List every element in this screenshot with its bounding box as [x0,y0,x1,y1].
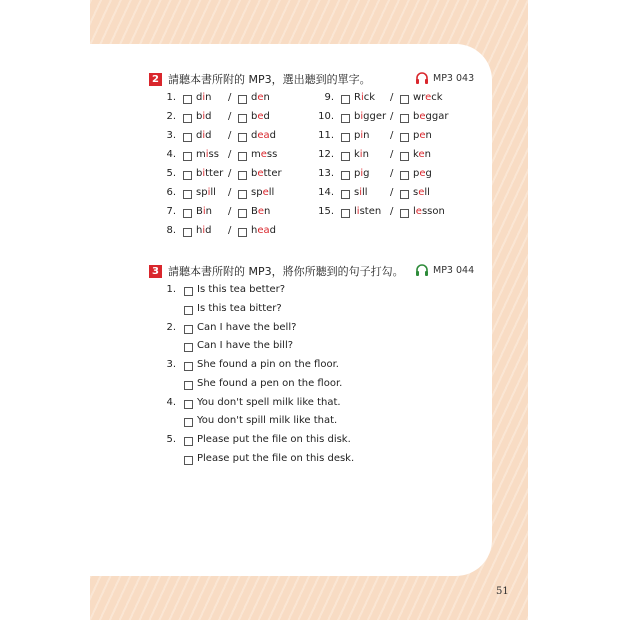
sentence-option: Please put the file on this desk. [197,452,355,464]
option-b-checkbox[interactable] [400,133,409,142]
word-part: s [354,187,360,198]
option-b-word [413,168,432,179]
option-a-word [196,187,216,198]
option-b-checkbox[interactable] [400,190,409,199]
vowel-highlight: e [257,111,264,122]
sentence-option: Can I have the bill? [197,340,294,351]
section-3-badge: 3 [149,265,162,278]
item-number: 1. [166,284,176,295]
option-b-checkbox[interactable] [400,152,409,161]
item-number: 5. [166,434,176,445]
word-part: d [205,111,212,122]
word-part: ck [431,92,443,103]
word-part: n [425,130,432,141]
option-b-word [413,111,448,122]
option-a-word [196,206,212,217]
word-part: m [251,149,261,160]
word-part: n [205,92,212,103]
option-b-checkbox[interactable] [400,114,409,123]
item-number: 13. [318,168,334,179]
vowel-highlight: i [360,92,364,103]
item-number: 4. [166,149,176,160]
vowel-highlight: i [356,206,360,217]
word-part: b [196,168,203,179]
item-number: 11. [318,130,334,141]
option-a-checkbox[interactable] [341,133,350,142]
word-part: p [354,168,361,179]
section-2-badge: 2 [149,73,162,86]
sentence-option: You don't spell milk like that. [197,396,341,408]
section-2-audio[interactable] [415,72,474,85]
word-part: tter [205,168,224,179]
vowel-highlight: i [202,206,206,217]
item-number: 8. [166,225,176,236]
word-part: n [362,149,369,160]
vowel-highlight: e [415,206,422,217]
vowel-highlight: i [202,111,206,122]
word-part: d [269,225,276,236]
sentence-option: She found a pin on the floor. [197,359,339,370]
sentence-checkbox[interactable] [184,437,193,446]
option-a-checkbox[interactable] [341,152,350,161]
word-part: ck [363,92,376,103]
vowel-highlight: i [359,149,363,160]
option-b-word [251,168,282,179]
separator: / [390,168,394,179]
sentence-checkbox[interactable] [184,362,193,371]
item-number: 14. [318,187,334,198]
option-a-checkbox[interactable] [183,114,192,123]
separator: / [228,225,232,236]
vowel-highlight: i [360,130,364,141]
option-b-word [251,187,274,198]
word-part: ll [362,187,368,198]
word-part: R [354,92,361,103]
word-part: tter [263,168,282,179]
separator: / [228,168,232,179]
option-a-word [196,168,223,179]
word-part: l [413,206,416,217]
word-part: n [424,149,431,160]
vowel-highlight: ea [257,225,270,236]
option-b-checkbox[interactable] [238,133,247,142]
separator: / [390,149,394,160]
word-part: g [363,168,370,179]
separator: / [390,206,394,217]
section-2-audio-label: MP3 043 [433,73,475,84]
word-part: ll [210,187,216,198]
vowel-highlight: i [360,168,364,179]
word-part: m [196,149,206,160]
word-part: p [354,130,361,141]
sentence-option: You don't spill milk like that. [197,415,338,426]
word-part: p [413,130,420,141]
option-b-word [413,206,445,217]
headphones-icon [415,264,429,277]
section-2-instruction: 請聽本書所附的 MP3，選出聽到的單字。 [168,73,371,86]
option-a-word [354,168,370,179]
vowel-highlight: i [205,149,209,160]
word-part: n [263,92,270,103]
option-b-checkbox[interactable] [238,152,247,161]
option-a-checkbox[interactable] [341,114,350,123]
item-number: 15. [318,206,334,217]
option-a-word [196,130,212,141]
option-b-checkbox[interactable] [238,114,247,123]
word-part: d [263,111,270,122]
sentence-checkbox[interactable] [184,400,193,409]
sentence-option: Please put the file on this disk. [197,434,351,445]
item-number: 2. [166,321,176,333]
vowel-highlight: e [257,92,264,103]
option-b-checkbox[interactable] [238,95,247,104]
option-a-word [354,206,381,217]
option-a-checkbox[interactable] [183,171,192,180]
option-b-checkbox[interactable] [400,209,409,218]
word-part: d [205,130,212,141]
option-a-checkbox[interactable] [183,228,192,237]
option-a-word [354,187,368,198]
separator: / [228,111,232,122]
vowel-highlight: e [262,187,269,198]
option-a-checkbox[interactable] [183,133,192,142]
separator: / [228,149,232,160]
separator: / [390,187,394,198]
vowel-highlight: e [419,168,426,179]
section-2-header [149,71,371,87]
word-part: d [251,92,258,103]
separator: / [390,92,394,103]
item-number: 5. [166,168,176,179]
option-a-word [196,149,219,160]
vowel-highlight: e [419,111,426,122]
word-part: d [196,92,203,103]
section-3-instruction: 請聽本書所附的 MP3，將你所聽到的句子打勾。 [168,265,404,278]
option-b-word [413,130,432,141]
option-b-checkbox[interactable] [238,228,247,237]
option-a-word [354,130,369,141]
option-b-word [251,92,270,103]
vowel-highlight: e [257,206,265,217]
option-b-checkbox[interactable] [238,209,247,218]
vowel-highlight: i [207,187,211,198]
word-part: b [413,111,420,122]
section-3-audio-label: MP3 044 [433,265,475,276]
sentence-option: Is this tea better? [197,284,286,295]
word-part: B [251,206,258,217]
item-number: 1. [166,92,176,103]
word-part: d [269,130,276,141]
vowel-highlight: e [260,149,267,160]
word-part: p [413,168,420,179]
option-b-word [413,149,431,160]
sentence-checkbox[interactable] [184,418,193,427]
option-b-checkbox[interactable] [400,171,409,180]
option-b-checkbox[interactable] [400,95,409,104]
vowel-highlight: ea [257,130,270,141]
word-part: h [251,225,258,236]
word-part: sson [421,206,445,217]
item-number: 6. [166,187,176,198]
option-b-word [251,225,276,236]
option-b-word [251,149,277,160]
item-number: 2. [166,111,176,122]
vowel-highlight: i [202,130,206,141]
option-a-word [196,225,211,236]
word-part: b [251,168,258,179]
option-b-checkbox[interactable] [238,171,247,180]
word-part: d [251,130,258,141]
word-part: ll [424,187,430,198]
word-part: gger [363,111,387,122]
option-a-word [354,149,369,160]
sentence-checkbox[interactable] [184,343,193,352]
separator: / [228,92,232,103]
option-a-word [354,92,375,103]
item-number: 4. [166,396,176,408]
item-number: 3. [166,359,176,370]
item-number: 12. [318,149,334,160]
option-b-word [413,92,443,103]
separator: / [228,187,232,198]
separator: / [390,130,394,141]
item-number: 9. [324,92,334,103]
option-a-word [196,111,212,122]
sentence-option: Can I have the bell? [197,321,297,333]
word-part: b [196,111,203,122]
word-part: ll [268,187,275,198]
option-b-word [413,187,430,198]
option-a-checkbox[interactable] [183,209,192,218]
section-3-header [149,263,404,279]
vowel-highlight: e [419,130,426,141]
item-number: 7. [166,206,176,217]
option-a-checkbox[interactable] [341,190,350,199]
word-part: B [196,206,203,217]
sentence-checkbox[interactable] [184,381,193,390]
word-part: n [363,130,370,141]
option-a-checkbox[interactable] [183,190,192,199]
word-part: d [205,225,212,236]
word-part: h [196,225,203,236]
sentence-checkbox[interactable] [184,306,193,315]
vowel-highlight: i [359,187,362,198]
word-part: l [354,206,357,217]
word-part: d [196,130,203,141]
word-part: wr [413,92,426,103]
word-part: s [413,187,419,198]
sentence-option: She found a pen on the floor. [197,377,343,389]
separator: / [390,111,394,122]
option-a-checkbox[interactable] [183,95,192,104]
separator: / [228,130,232,141]
vowel-highlight: e [418,187,425,198]
word-part: sp [196,187,208,198]
headphones-icon [415,72,429,85]
item-number: 3. [166,130,176,141]
word-part: g [425,168,432,179]
option-a-checkbox[interactable] [183,152,192,161]
content-card [90,44,492,576]
sentence-option: Is this tea bitter? [197,302,282,314]
sentence-checkbox[interactable] [184,287,193,296]
word-part: k [354,149,360,160]
vowel-highlight: i [202,92,206,103]
word-part: k [413,149,419,160]
option-a-word [196,92,211,103]
sentence-checkbox[interactable] [184,325,193,334]
option-b-word [251,130,276,141]
page-number: 51 [496,586,509,597]
vowel-highlight: e [257,168,264,179]
vowel-highlight: e [418,149,425,160]
option-a-checkbox[interactable] [341,209,350,218]
word-part: n [205,206,212,217]
word-part: b [251,111,258,122]
option-b-word [251,111,270,122]
separator: / [228,206,232,217]
option-b-checkbox[interactable] [238,190,247,199]
option-a-checkbox[interactable] [341,95,350,104]
word-part: ggar [425,111,449,122]
option-b-word [251,206,270,217]
word-part: b [354,111,361,122]
word-part: ss [266,149,278,160]
word-part: ss [208,149,219,160]
section-3-audio[interactable] [415,264,474,277]
sentence-checkbox[interactable] [184,456,193,465]
vowel-highlight: e [425,92,432,103]
word-part: sp [251,187,263,198]
option-a-checkbox[interactable] [341,171,350,180]
vowel-highlight: i [202,168,206,179]
word-part: sten [359,206,382,217]
vowel-highlight: i [202,225,206,236]
vowel-highlight: i [360,111,364,122]
option-a-word [354,111,386,122]
word-part: n [264,206,271,217]
item-number: 10. [318,111,334,122]
